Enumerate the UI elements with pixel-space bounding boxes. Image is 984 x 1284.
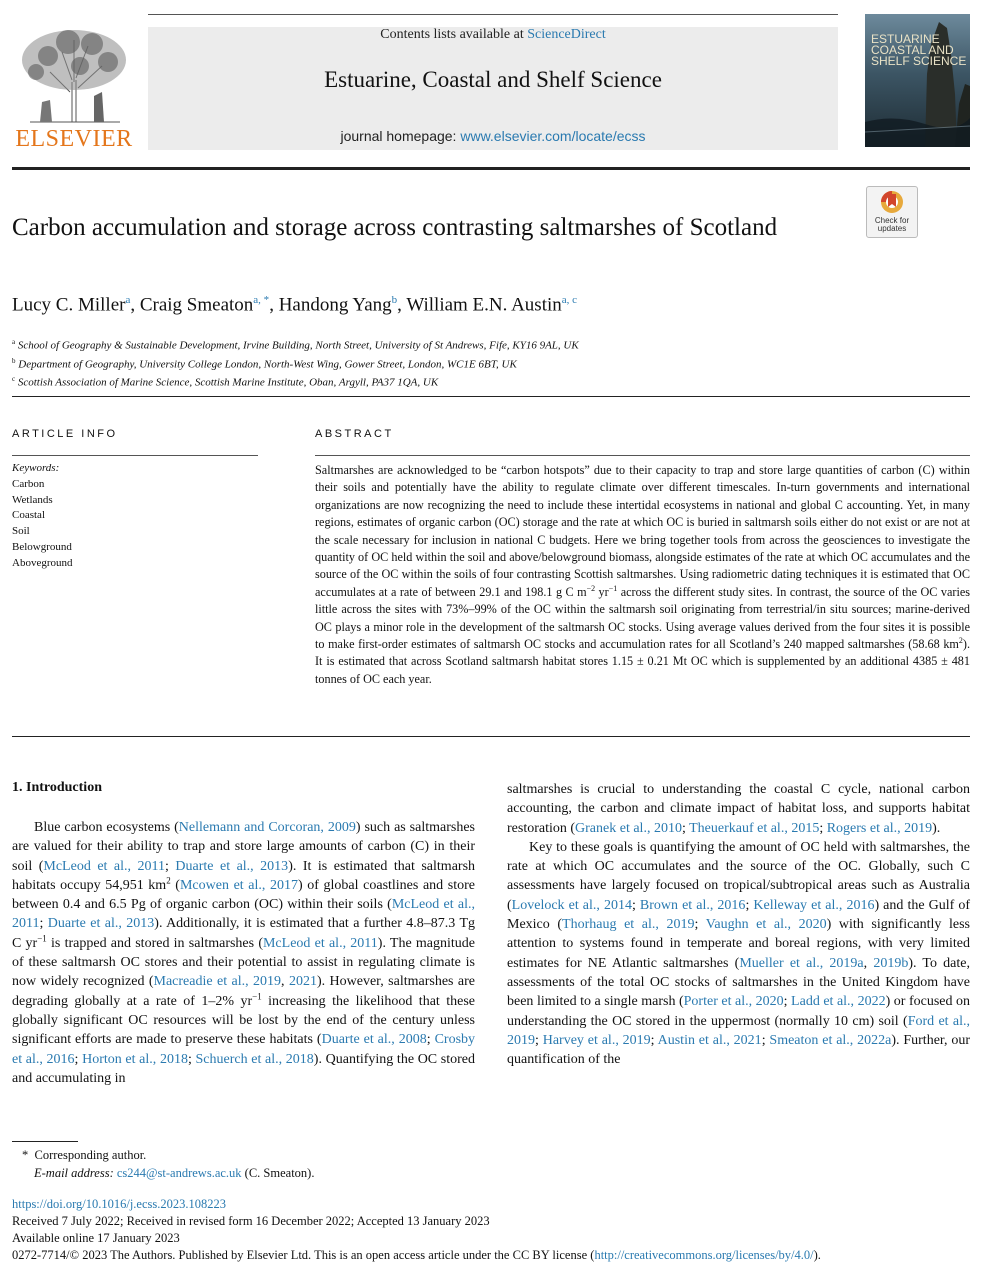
title-divider <box>12 396 970 397</box>
corresponding-author-label: Corresponding author. <box>34 1148 147 1162</box>
author-separator: , <box>130 294 140 316</box>
text-segment: ; <box>39 916 48 932</box>
affiliation-item <box>12 354 912 373</box>
email-note <box>22 1164 722 1182</box>
footnotes <box>22 1146 722 1182</box>
text-segment: ( <box>170 877 180 893</box>
check-updates-line1: Check for <box>874 216 910 225</box>
citation-link[interactable]: Duarte et al., 2008 <box>321 1032 427 1048</box>
abstract-superscript: −2 <box>586 583 596 593</box>
citation-link[interactable]: Theuerkauf et al., 2015 <box>689 820 820 836</box>
cover-title: ESTUARINE COASTAL AND SHELF SCIENCE <box>871 32 967 68</box>
email-link[interactable]: cs244@st-andrews.ac.uk <box>116 1166 242 1180</box>
abstract-superscript: −1 <box>608 583 618 593</box>
citation-link[interactable]: Ford et al., 2019 <box>507 1013 971 1048</box>
affiliation-item <box>12 335 912 354</box>
keywords-list <box>12 461 252 572</box>
homepage-prefix: journal homepage: <box>340 128 461 144</box>
author-separator: , <box>397 294 407 316</box>
text-segment: ; <box>187 1051 196 1067</box>
citation-link[interactable]: Lovelock et al., 2014 <box>511 897 632 913</box>
text-segment: ; <box>783 994 792 1010</box>
sciencedirect-link[interactable]: ScienceDirect <box>527 27 606 42</box>
journal-homepage-link[interactable]: www.elsevier.com/locate/ecss <box>460 128 646 144</box>
license-suffix: ). <box>813 1248 821 1262</box>
author-affiliation-marker[interactable]: a <box>125 294 131 306</box>
article-info-heading: ARTICLE INFO <box>12 428 118 440</box>
check-updates-line2: updates <box>877 224 907 233</box>
citation-link[interactable]: McLeod et al., 2011 <box>262 935 378 951</box>
elsevier-logo[interactable] <box>10 22 138 152</box>
text-segment: increasing the likelihood that these globally significant OC resources will be lost by the end of the century unless significant efforts are made to preserve these habitats ( <box>12 993 475 1048</box>
text-segment: ; <box>426 1032 435 1048</box>
citation-link[interactable]: Smeaton et al., 2022a <box>769 1032 892 1048</box>
author-name[interactable]: Craig Smeaton <box>139 294 254 316</box>
body-column-left <box>12 818 475 1088</box>
citation-link[interactable]: Harvey et al., 2019 <box>542 1032 651 1048</box>
journal-cover-thumbnail[interactable] <box>865 14 970 147</box>
citation-link[interactable]: 2021 <box>288 974 317 990</box>
text-segment: ). Quantifying the OC stored and accumulating in <box>12 1051 476 1086</box>
text-segment: ). To date, assessments of the total OC stocks of saltmarshes in the United Kingdom have been limited to a single marsh ( <box>507 955 970 1010</box>
elsevier-wordmark: ELSEVIER <box>15 126 133 152</box>
author-affiliation-marker[interactable]: a, c <box>561 294 578 306</box>
received-dates: Received 7 July 2022; Received in revised form 16 December 2022; Accepted 13 January 2023 <box>12 1214 490 1228</box>
citation-link[interactable]: McLeod et al., 2011 <box>43 858 165 874</box>
license-prefix: 0272-7714/© 2023 The Authors. Published by Elsevier Ltd. This is an open access article under the CC BY license ( <box>12 1248 595 1262</box>
citation-link[interactable]: Kelleway et al., 2016 <box>753 897 875 913</box>
email-suffix: (C. Smeaton). <box>241 1166 315 1180</box>
abstract-segment: across the different study sites. In contrast, the source of the OC varies little across the sites with 73%–99% of the OC within the saltmarsh soil originating from terrestrial/in situ sources; marine-derived OC plays a minor role in the development of the saltmarsh OC stocks. Using average values derived from the four sites it is possible to make first-order estimates of saltmarsh OC stocks and accumulation rates for all Scotland’s 240 mapped saltmarshes (58.68 km <box>315 584 970 652</box>
doi-link[interactable]: https://doi.org/10.1016/j.ecss.2023.108223 <box>12 1197 227 1211</box>
text-segment: ; <box>819 820 827 836</box>
abstract-segment: Saltmarshes are acknowledged to be “carbon hotspots” due to their capacity to trap and store large quantities of carbon (C) within their soils and potentially have the ability to regulate climate over different timescales. In-turn governments and international organizations are now recognizing the need to include these intertidal ecosystems in national and global C accounting. Yet, in many regions, estimates of organic carbon (OC) storage and the rate at which OC is buried in saltmarsh soils either do not exist or are not at the scale necessary for inclusion in national C budgets. Here we bring together tools from across the geosciences to investigate the quantity of OC held within the soil and above/belowground biomass, alongside estimates of the rate at which OC accumulates and the source of the OC within the soils of four contrasting Scottish saltmarshes. Using radiometric dating techniques it is estimated that OC accumulates at a rate of between 29.1 and 198.1 g C m <box>315 463 970 599</box>
superscript: 2 <box>166 875 171 886</box>
footnote-rule <box>12 1141 78 1142</box>
text-segment: Blue carbon ecosystems ( <box>34 820 179 835</box>
citation-link[interactable]: Macreadie et al., 2019 <box>153 974 282 990</box>
citation-link[interactable]: Mueller et al., 2019a <box>739 955 864 971</box>
citation-link[interactable]: Thorhaug et al., 2019 <box>562 917 695 933</box>
author-list <box>12 294 912 316</box>
text-segment: ; <box>631 897 640 913</box>
abstract-rule <box>315 455 970 456</box>
journal-header <box>0 0 984 170</box>
citation-link[interactable]: McLeod et al., 2011 <box>12 897 475 932</box>
abstract-segment: ). It is estimated that across Scotland saltmarsh habitat stores 1.15 ± 0.21 Mt OC which is supplemented by an additional 4385 ± 481 tonnes of OC each year. <box>315 637 970 686</box>
text-segment: ). Further, our quantification of the <box>507 1032 971 1068</box>
text-segment: , <box>281 974 289 990</box>
text-segment: ) and the Gulf of Mexico ( <box>507 897 971 933</box>
citation-link[interactable]: 2019b <box>873 955 909 971</box>
abstract-bottom-divider <box>12 736 970 737</box>
author-name[interactable]: Lucy C. Miller <box>12 294 126 316</box>
introduction-heading: 1. Introduction <box>12 780 102 795</box>
citation-link[interactable]: Rogers et al., 2019 <box>826 820 933 836</box>
text-segment: ; <box>165 858 176 874</box>
text-segment: ) or focused on understanding the OC stored in the uppermost (normally 10 cm) soil ( <box>507 994 970 1029</box>
intro-paragraph <box>507 780 970 838</box>
text-segment: ; <box>745 897 754 913</box>
citation-link[interactable]: Crosby et al., 2016 <box>12 1032 476 1067</box>
affiliation-marker: a <box>12 338 16 346</box>
text-segment: ; <box>681 820 690 836</box>
text-segment: ; <box>694 917 706 933</box>
header-top-rule <box>148 14 838 15</box>
author-affiliation-marker[interactable]: b <box>391 294 398 306</box>
affiliation-list <box>12 335 912 391</box>
text-segment: ). <box>932 820 941 836</box>
author-affiliation-marker[interactable]: a, * <box>253 294 270 306</box>
check-updates-icon <box>867 187 917 217</box>
available-online-date: Available online 17 January 2023 <box>12 1231 180 1245</box>
affiliation-item <box>12 372 912 391</box>
check-for-updates-button[interactable] <box>866 186 918 238</box>
keyword-item: Coastal <box>12 509 45 522</box>
homepage-line <box>148 128 838 144</box>
text-segment: saltmarshes is crucial to understanding the coastal C cycle, national carbon accounting, the carbon and climate impact of habitat loss, and supports habitat restoration ( <box>507 782 970 836</box>
keyword-item: Soil <box>12 525 30 538</box>
abstract-heading: ABSTRACT <box>315 428 394 440</box>
text-segment: ). It is estimated that saltmarsh habitats occupy 54,951 km <box>12 858 476 893</box>
text-segment: ; <box>650 1032 658 1048</box>
affiliation-text: Department of Geography, University College London, North-West Wing, Gower Street, London, WC1E 6BT, UK <box>18 358 517 371</box>
contents-line <box>148 27 838 43</box>
journal-banner <box>148 27 838 150</box>
citation-link[interactable]: Mcowen et al., 2017 <box>179 877 298 893</box>
text-segment: ) such as saltmarshes are valued for their ability to trap and store large amounts of carbon (C) in their soil ( <box>12 820 475 874</box>
citation-link[interactable]: Granek et al., 2010 <box>575 820 682 836</box>
text-segment: is trapped and stored in saltmarshes ( <box>46 935 263 951</box>
footnote-marker: * <box>22 1148 29 1162</box>
license-line <box>12 1247 982 1264</box>
header-bottom-rule <box>12 167 970 170</box>
text-segment: ) of global coastlines and store between 0.4 and 6.5 Pg of organic carbon (OC) within their soils ( <box>12 877 475 913</box>
keyword-item: Belowground <box>12 540 72 553</box>
article-info-rule <box>12 455 258 456</box>
text-segment: ; <box>761 1032 770 1048</box>
superscript: −1 <box>252 991 262 1002</box>
check-updates-label <box>867 217 917 233</box>
text-segment: ; <box>535 1032 543 1048</box>
citation-link[interactable]: Austin et al., 2021 <box>657 1032 762 1048</box>
article-title: Carbon accumulation and storage across contrasting saltmarshes of Scotland <box>12 214 778 241</box>
keyword-item: Wetlands <box>12 493 53 506</box>
email-label: E-mail address: <box>34 1166 117 1180</box>
intro-paragraph <box>507 838 970 1070</box>
publication-info <box>12 1196 982 1264</box>
citation-link[interactable]: Duarte et al., 2013 <box>47 916 155 932</box>
contents-prefix: Contents lists available at <box>380 27 528 42</box>
affiliation-marker: c <box>12 375 16 384</box>
citation-link[interactable]: Nellemann and Corcoran, 2009 <box>178 820 356 835</box>
author-name[interactable]: William E.N. Austin <box>406 294 562 316</box>
journal-name[interactable]: Estuarine, Coastal and Shelf Science <box>324 67 662 92</box>
citation-link[interactable]: Schuerch et al., 2018 <box>195 1051 314 1067</box>
affiliation-text: Scottish Association of Marine Science, Scottish Marine Institute, Oban, Argyll, PA37 1QA, UK <box>17 376 439 389</box>
text-segment: ; <box>74 1051 83 1067</box>
keyword-item: Carbon <box>12 477 45 490</box>
citation-link[interactable]: Duarte et al., 2013 <box>175 858 289 874</box>
text-segment: ). However, saltmarshes are degrading globally at a rate of 1–2% yr <box>12 974 476 1009</box>
abstract-segment: yr <box>595 584 609 599</box>
citation-link[interactable]: Porter et al., 2020 <box>683 994 784 1010</box>
abstract-text <box>315 462 970 688</box>
affiliation-marker: b <box>12 356 16 365</box>
author-name[interactable]: Handong Yang <box>278 294 392 316</box>
citation-link[interactable]: Ladd et al., 2022 <box>791 994 886 1010</box>
author-separator: , <box>269 294 279 316</box>
text-segment: ) with significantly less attention to systems found in temperate and boreal regions, with very limited estimates for NE Atlantic saltmarshes ( <box>507 917 971 971</box>
elsevier-tree-icon <box>10 22 138 126</box>
abstract-superscript: 2 <box>958 636 963 645</box>
superscript: −1 <box>37 933 47 944</box>
text-segment: , <box>863 955 874 971</box>
license-link[interactable]: http://creativecommons.org/licenses/by/4.0/ <box>594 1248 814 1262</box>
affiliation-text: School of Geography & Sustainable Development, Irvine Building, North Street, University of St Andrews, Fife, KY16 9AL, UK <box>17 339 579 352</box>
text-segment: ). The magnitude of these saltmarsh OC stores and their potential to assist in regulating climate is now widely recognized ( <box>12 935 475 990</box>
citation-link[interactable]: Brown et al., 2016 <box>639 897 746 913</box>
keyword-item: Aboveground <box>12 556 73 569</box>
corresponding-author-note <box>22 1146 722 1164</box>
citation-link[interactable]: Horton et al., 2018 <box>82 1051 188 1067</box>
body-column-right <box>507 780 970 1069</box>
text-segment: Key to these goals is quantifying the amount of OC held with saltmarshes, the rate at which OC accumulates and the source of the OC. Globally, such C assessments have largely focused on tropical/subtropical areas such as Australia ( <box>507 839 970 913</box>
intro-paragraph <box>12 818 475 1088</box>
keywords-label: Keywords: <box>12 462 60 474</box>
citation-link[interactable]: Vaughn et al., 2020 <box>705 917 827 933</box>
text-segment: ). Additionally, it is estimated that a further 4.8–87.3 Tg C yr <box>12 916 475 951</box>
